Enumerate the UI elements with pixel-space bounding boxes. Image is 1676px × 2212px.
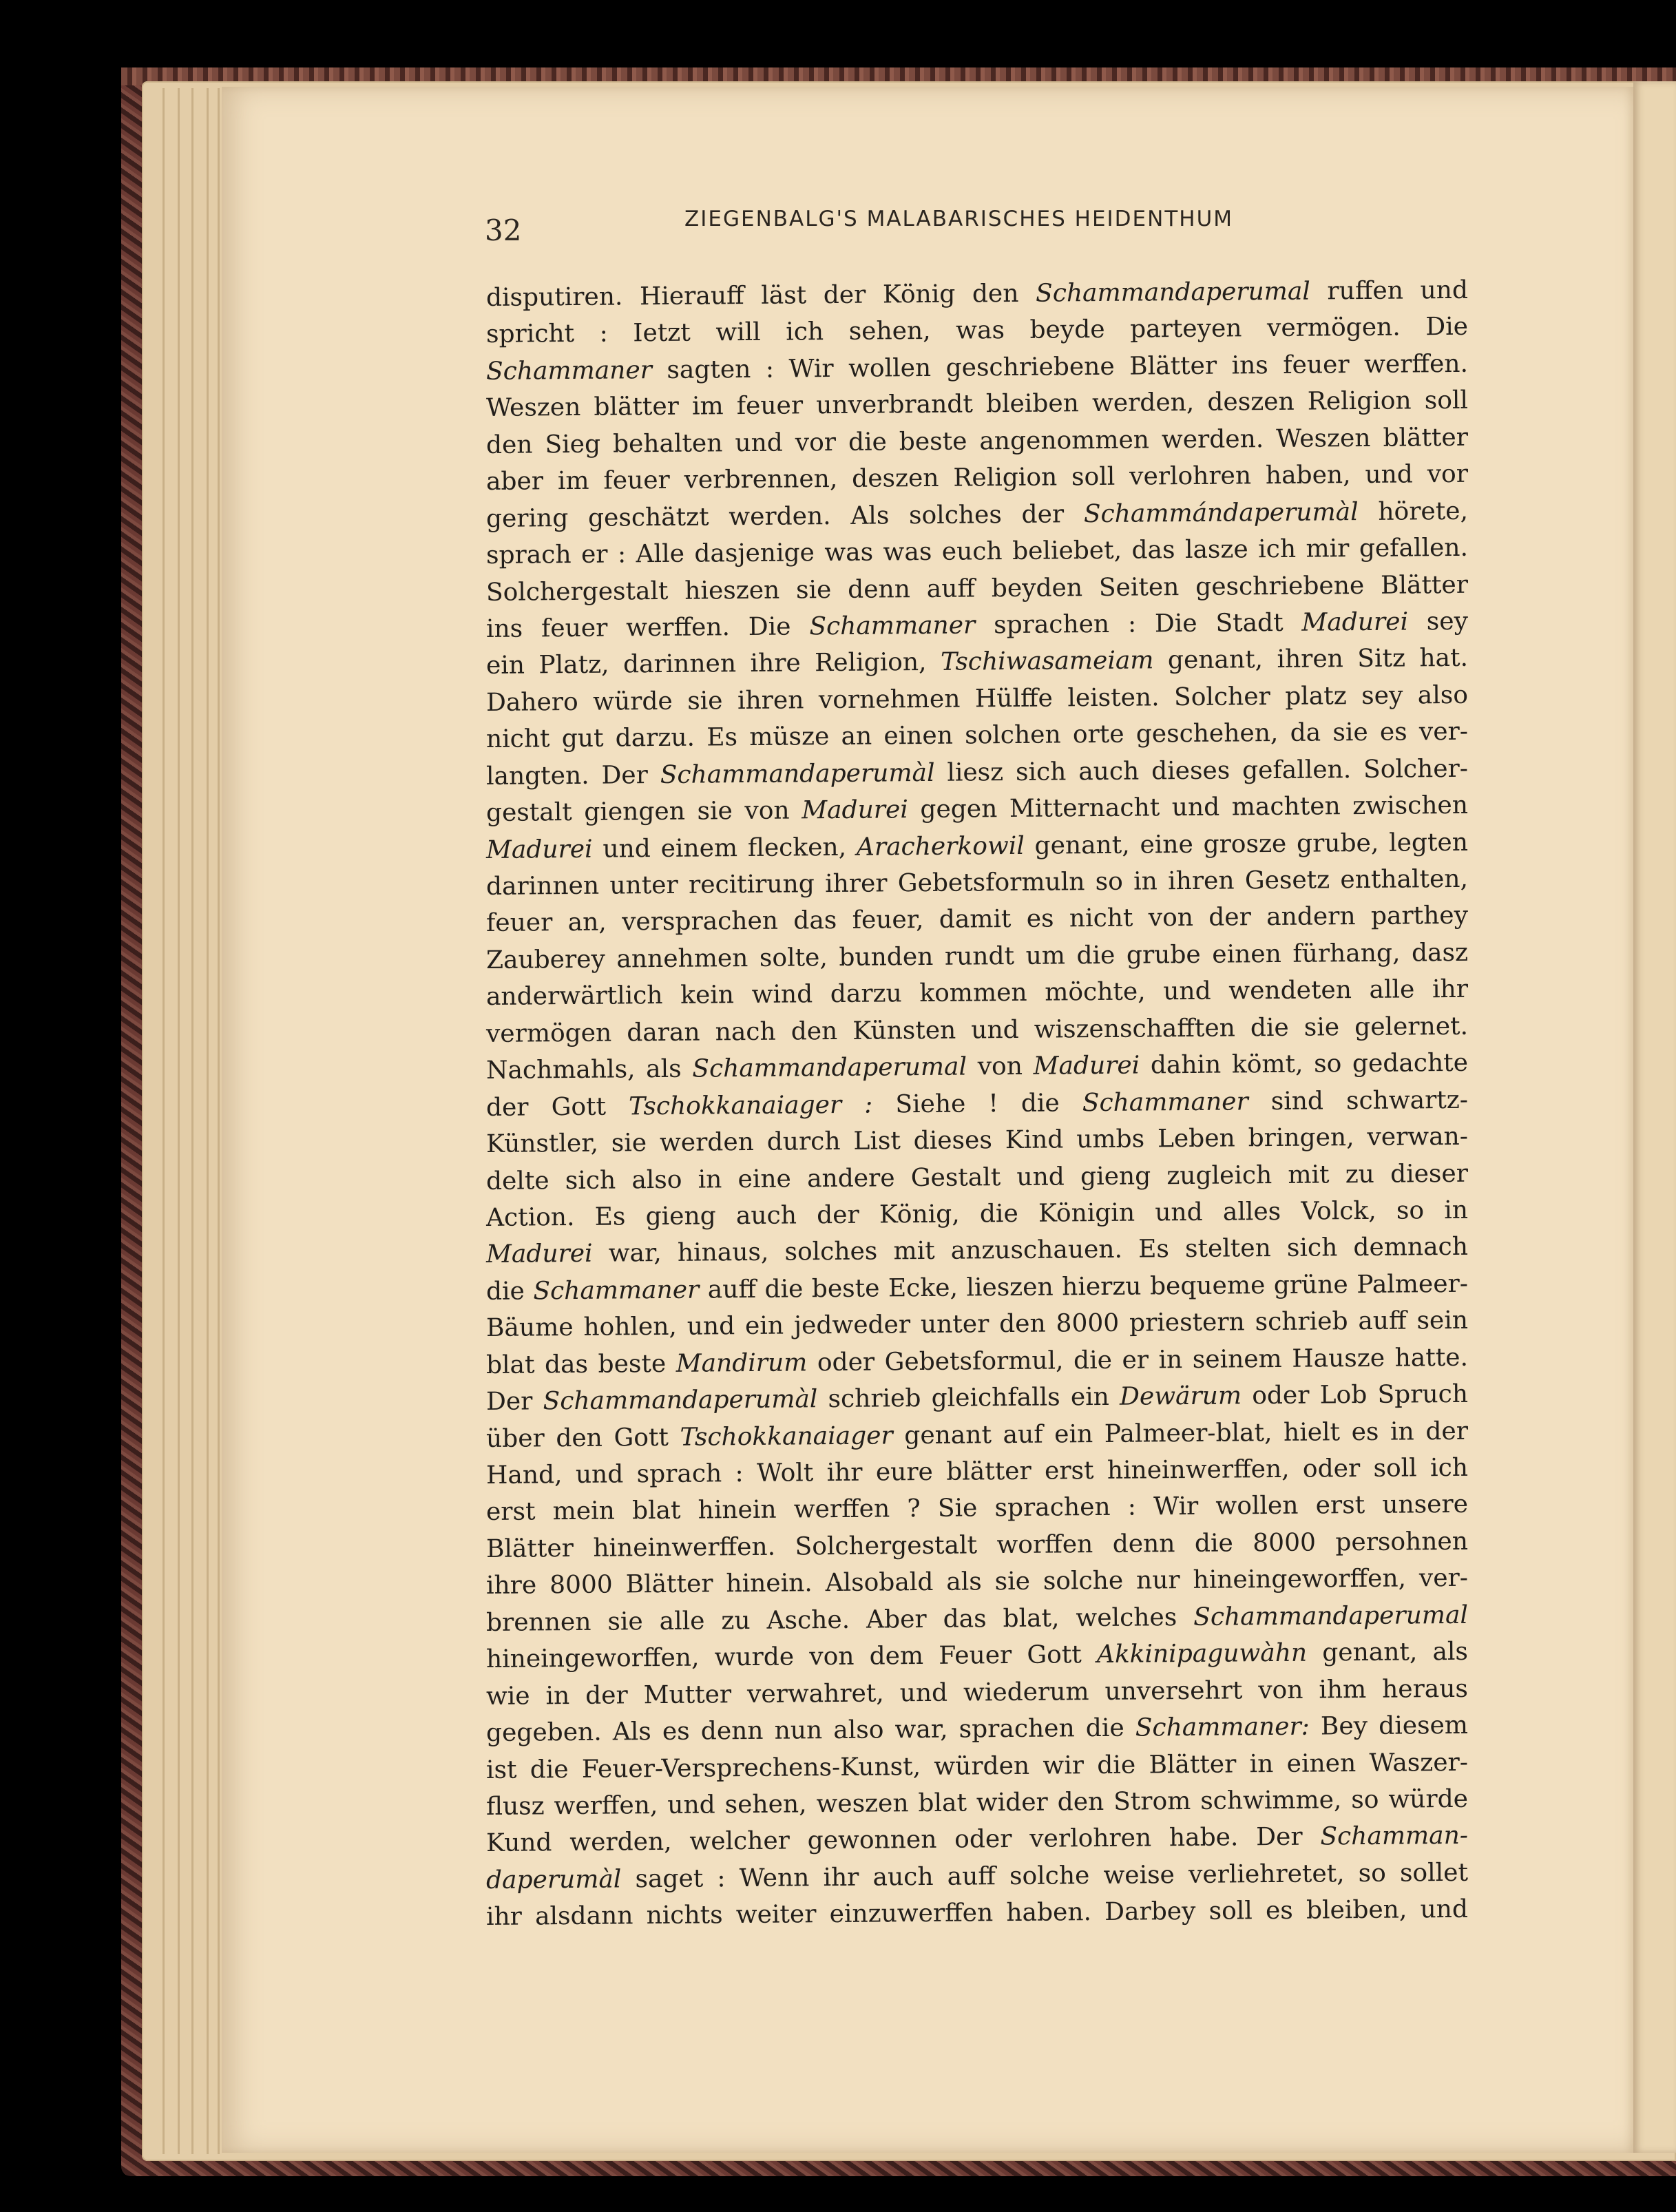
running-head: ZIEGENBALG'S MALABARISCHES HEIDENTHUM xyxy=(684,207,1234,231)
italic-term: Schammaner xyxy=(533,1275,700,1306)
italic-term: Schammandaperumal xyxy=(1193,1600,1469,1631)
page-edge xyxy=(191,88,193,2154)
page-edge xyxy=(178,88,180,2154)
text-run: feuer an, versprachen das feuer, damit es nicht von der andern parthey xyxy=(485,901,1469,938)
text-run: von xyxy=(966,1052,1034,1081)
text-run: ihre 8000 Blätter hinein. Alsobald als sie solche nur hineingeworffen, ver- xyxy=(485,1564,1469,1600)
text-run: ins feuer werffen. Die xyxy=(485,612,810,643)
italic-term: Schammaner: xyxy=(1135,1712,1310,1742)
text-run: Bey diesem xyxy=(1309,1711,1469,1741)
italic-term: Dewärum xyxy=(1119,1381,1242,1411)
italic-term: Schamman- xyxy=(1320,1822,1469,1851)
text-run: anderwärtlich kein wind darzu kommen möchte, und wendeten alle ihr xyxy=(485,975,1469,1012)
text-run: ihr alsdann nichts weiter einzuwerffen haben. Darbey soll es bleiben, und xyxy=(485,1895,1469,1932)
text-run: Der xyxy=(485,1387,543,1417)
text-run: Dahero würde sie ihren vornehmen Hülffe leisten. Solcher platz sey also xyxy=(485,680,1469,717)
text-run: vermögen daran nach den Künsten und wiszenschafften die sie gelernet. xyxy=(485,1012,1469,1048)
text-run: die xyxy=(485,1277,534,1306)
text-run: Siehe ! die xyxy=(872,1088,1082,1119)
italic-term: Schammandaperumàl xyxy=(543,1385,818,1416)
text-run: gestalt giengen sie von xyxy=(485,796,802,828)
text-run: gegeben. Als es denn nun also war, sprachen die xyxy=(485,1713,1135,1748)
italic-term: daperumàl xyxy=(485,1865,622,1895)
text-run: sprachen : Die Stadt xyxy=(975,608,1302,640)
text-run: spricht : Ietzt will ich sehen, was beyde parteyen vermögen. Die xyxy=(485,313,1469,349)
text-run: flusz werffen, und sehen, weszen blat wider den Strom schwimme, so würde xyxy=(485,1784,1469,1821)
italic-term: Aracherkowil xyxy=(856,831,1025,862)
text-run: schrieb gleichfalls ein xyxy=(817,1382,1120,1414)
text-run: Weszen blätter im feuer unverbrandt bleiben werden, deszen Religion soll xyxy=(485,386,1469,423)
page-header xyxy=(485,204,1490,252)
page-edge xyxy=(207,88,209,2154)
text-run: Action. Es gieng auch der König, die Königin und alles Volck, so in xyxy=(485,1196,1469,1232)
italic-term: Madurei xyxy=(485,1240,593,1269)
text-run: den Sieg behalten und vor die beste angenommen werden. Weszen blätter xyxy=(485,423,1469,459)
page-edge xyxy=(218,88,220,2154)
text-run: nicht gut darzu. Es müsze an einen solchen orte geschehen, da sie es ver- xyxy=(485,718,1469,754)
text-run: langten. Der xyxy=(485,760,660,791)
text-run: auff die beste Ecke, lieszen hierzu bequeme grüne Palmeer- xyxy=(699,1269,1469,1304)
text-run: gering geschätzt werden. Als solches der xyxy=(485,499,1085,533)
text-run: Solchergestalt hieszen sie denn auff beyden Seiten geschriebene Blätter xyxy=(485,570,1469,607)
text-run: saget : Wenn ihr auch auff solche weise verliehretet, so sollet xyxy=(621,1858,1469,1894)
italic-term: Schammaner xyxy=(485,355,653,386)
text-run: über den Gott xyxy=(485,1423,680,1453)
text-run: ist die Feuer-Versprechens-Kunst, würden wir die Blätter in einen Waszer- xyxy=(485,1748,1469,1784)
italic-term: Akkinipaguwàhn xyxy=(1096,1638,1308,1669)
text-run: Blätter hineinwerffen. Solchergestalt worffen denn die 8000 persohnen xyxy=(485,1527,1469,1563)
text-run: oder Gebetsformul, die er in seinem Hausze hatte. xyxy=(807,1343,1469,1377)
italic-term: Madurei xyxy=(1301,607,1409,637)
text-run: aber im feuer verbrennen, deszen Religion soll verlohren haben, und vor xyxy=(485,459,1469,497)
text-run: sprach er : Alle dasjenige was was euch beliebet, das lasze ich mir gefallen. xyxy=(485,533,1469,570)
text-run: wie in der Mutter verwahret, und wiederum unversehrt von ihm heraus xyxy=(485,1674,1469,1711)
text-run: Zauberey annehmen solte, bunden rundt um die grube einen fürhang, dasz xyxy=(485,938,1469,974)
text-run: delte sich also in eine andere Gestalt und gieng zugleich mit zu dieser xyxy=(485,1159,1469,1196)
text-run: genant, ihren Sitz hat. xyxy=(1153,644,1469,675)
text-run: hineingeworffen, wurde von dem Feuer Gott xyxy=(485,1640,1098,1674)
text-run: liesz sich auch dieses gefallen. Solcher- xyxy=(934,754,1469,787)
italic-term: Schammandaperumal xyxy=(1035,277,1310,308)
text-run: Bäume hohlen, und ein jedweder unter den 8000 priestern schrieb auff sein xyxy=(485,1306,1469,1343)
italic-term: Schammaner xyxy=(809,611,976,641)
text-run: sind schwartz- xyxy=(1248,1085,1469,1116)
italic-term: Schammandaperumal xyxy=(692,1052,967,1083)
text-run: brennen sie alle zu Asche. Aber das blat, welches xyxy=(485,1603,1194,1637)
text-run: der Gott xyxy=(485,1092,629,1122)
italic-term: Mandirum xyxy=(675,1348,808,1378)
text-run: genant, als xyxy=(1306,1637,1469,1667)
text-run: dahin kömt, so gedachte xyxy=(1140,1048,1469,1080)
text-run: Hand, und sprach : Wolt ihr eure blätter erst hineinwerffen, oder soll ich xyxy=(485,1453,1469,1490)
text-run: und einem flecken, xyxy=(592,833,857,864)
text-run: Künstler, sie werden durch List dieses Kind umbs Leben bringen, verwan- xyxy=(485,1122,1469,1159)
text-run: hörete, xyxy=(1358,497,1469,526)
text-run: sey xyxy=(1407,607,1469,636)
page-edge xyxy=(163,88,165,2154)
italic-term: Madurei xyxy=(1033,1051,1140,1081)
text-run: genant auf ein Palmeer-blat, hielt es in der xyxy=(892,1417,1469,1450)
text-run: oder Lob Spruch xyxy=(1241,1379,1469,1410)
text-run: disputiren. Hierauff läst der König den xyxy=(485,279,1036,312)
text-run: genant, eine grosze grube, legten xyxy=(1024,828,1469,860)
text-run: gegen Mitternacht und machten zwischen xyxy=(908,791,1469,824)
text-run: sagten : Wir wollen geschriebene Blätter ins feuer werffen. xyxy=(651,349,1469,384)
text-run: ruffen und xyxy=(1310,275,1469,306)
text-run: blat das beste xyxy=(485,1349,676,1379)
body-text xyxy=(485,275,1469,1936)
text-run: war, hinaus, solches mit anzuschauen. Es stelten sich demnach xyxy=(592,1233,1469,1269)
text-run: ein Platz, darinnen ihre Religion, xyxy=(485,648,941,680)
italic-term: Tschiwasameiam xyxy=(940,646,1154,677)
italic-term: Madurei xyxy=(485,835,593,864)
italic-term: Schammandaperumàl xyxy=(660,758,935,789)
italic-term: Schammándaperumàl xyxy=(1083,497,1359,528)
italic-term: Schammaner xyxy=(1082,1087,1248,1117)
italic-term: Tschokkanaiager : xyxy=(628,1090,873,1120)
text-line xyxy=(486,1891,1468,1936)
text-run: Kund werden, welcher gewonnen oder verlohren habe. Der xyxy=(485,1822,1321,1858)
page-number: 32 xyxy=(485,213,522,247)
facing-page-edge xyxy=(1633,81,1676,2153)
text-run: Nachmahls, als xyxy=(485,1054,693,1085)
text-run: erst mein blat hinein werffen ? Sie sprachen : Wir wollen erst unsere xyxy=(485,1490,1469,1527)
text-run: darinnen unter recitirung ihrer Gebetsformuln so in ihren Gesetz enthalten, xyxy=(485,864,1469,901)
italic-term: Tschokkanaiager xyxy=(680,1421,893,1452)
italic-term: Madurei xyxy=(802,795,908,825)
